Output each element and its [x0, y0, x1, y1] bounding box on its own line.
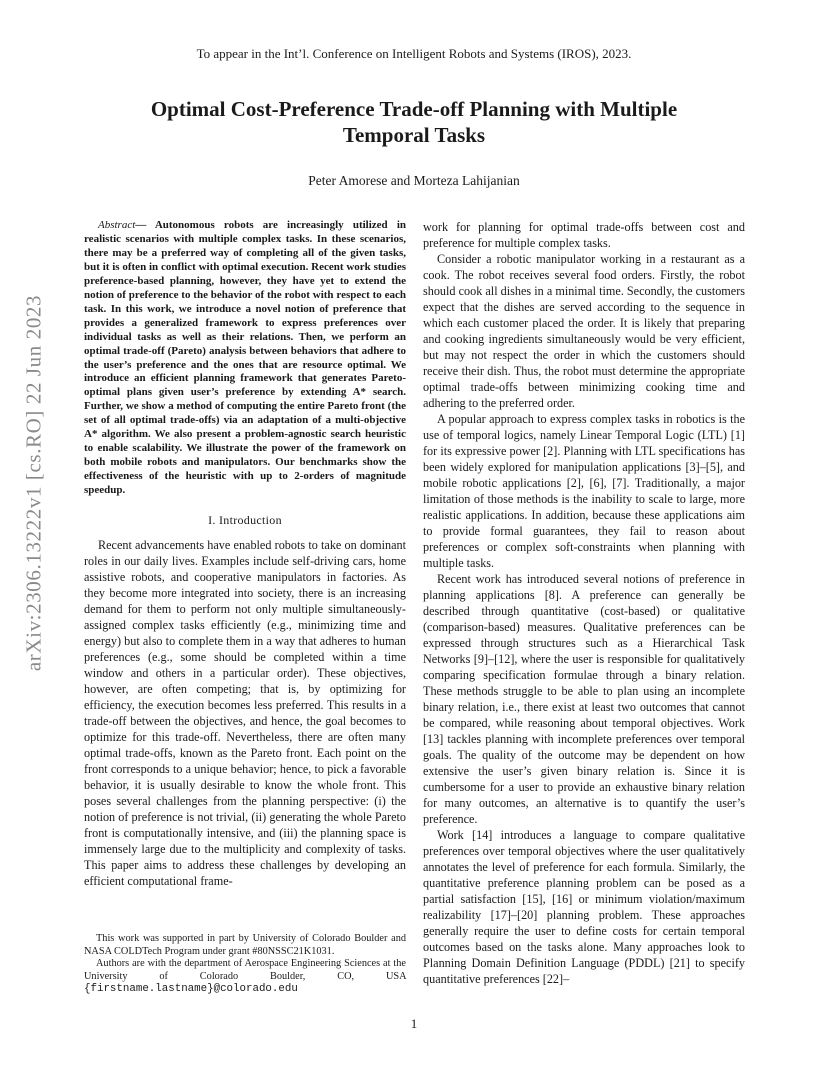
- paragraph-example: Consider a robotic manipulator working in a restaurant as a cook. The robot receives several food orders. Firstly, the robot should cook all dishes in a minimal time. Secondly, the customers expect that the dishes are served according to the sequence in which each customer placed the order. It is likely that preparing and cooking ingredients simultaneously would be very efficient, but may not respect the order in which the customers should receive their dish. Thus, the robot must determine the appropriate optimal trade-offs between minimizing cooking time and adhering to the preferred order.: [423, 252, 745, 410]
- section-heading: I. Introduction: [208, 513, 282, 528]
- arxiv-stamp: [20, 288, 48, 678]
- abstract-text: — Autonomous robots are increasingly utilized in realistic scenarios with multiple complex tasks. In these scenarios, there may be a preferred way of completing all of the given tasks, but it is often in conflict with optimal execution. Recent work studies preference-based planning, however, they have yet to extend the notion of preference to the behavior of the robot with respect to each task. In this work, we introduce a novel notion of preference that provides a generalized framework to express preferences over individual tasks as well as their relations. Then, we perform an optimal trade-off (Pareto) analysis between behaviors that adhere to the user’s preference and the ones that are resource optimal. We introduce an efficient planning framework that generates Pareto-optimal plans given user’s preference by extending A* search. Further, we show a method of computing the entire Pareto front (the set of all optimal trade-offs) via an adaptation of a multi-objective A* algorithm. We also present a problem-agnostic search heuristic to enable scalability. We illustrate the power of the framework on both mobile robots and manipulators. Our benchmarks show the effectiveness of the heuristic with up to 2-orders of magnitude speedup.: [84, 219, 406, 497]
- abstract: [84, 219, 406, 498]
- intro-paragraph: Recent advancements have enabled robots to take on dominant roles in our daily lives. Examples include self-driving cars, home assistive robots, and cooperative manipulators in factories. As they become more integrated into society, there is an increasing demand for them to perform not only multiple simultaneously-assigned complex tasks efficiently (e.g., minimizing time and energy) but also to complete them in a way that adheres to human preferences (e.g., some should be completed within a time window and others in a particular order). These objectives, however, are often competing; that is, by optimizing for efficiency, the execution becomes less preferred. This results in a trade-off between the objectives, and hence, the goal becomes to optimize for this trade-off. Nevertheless, there are often many optimal trade-offs, known as the Pareto front. Each point on the front corresponds to a unique behavior; hence, to pick a favorable behavior, it is usually desirable to know the whole front. This poses several challenges from the planning perspective: (i) the notion of preference is not trivial, (ii) generating the whole Pareto front is computationally intensive, and (iii) the planning space is immensely large due to the multiplicity and complexity of tasks. This paper aims to address these challenges by developing an efficient computational frame-: [84, 538, 406, 889]
- author-email: {firstname.lastname}@colorado.edu: [84, 983, 298, 996]
- author-list: Peter Amorese and Morteza Lahijanian: [308, 173, 520, 188]
- affiliation-footnote: [84, 958, 406, 996]
- left-column: [84, 219, 406, 889]
- arxiv-identifier: arXiv:2306.13222v1 [cs.RO] 22 Jun 2023: [21, 294, 46, 672]
- funding-footnote: This work was supported in part by University of Colorado Boulder and NASA COLDTech Program under grant #80NSSC21K1031.: [84, 933, 406, 957]
- affiliation-text: Authors are with the department of Aerospace Engineering Sciences at the University of Colorado Boulder, CO, USA: [84, 958, 406, 982]
- paper-title: Optimal Cost-Preference Trade-off Planning with Multiple Temporal Tasks: [150, 97, 678, 147]
- venue-header: To appear in the Int’l. Conference on Intelligent Robots and Systems (IROS), 2023.: [196, 46, 632, 61]
- paragraph-temporal-logic: A popular approach to express complex tasks in robotics is the use of temporal logics, namely Linear Temporal Logic (LTL) [1] for its expressive power [2]. Planning with LTL specifications has been widely explored for manipulation applications [3]–[5], and mobile robotic applications [2], [6], [7]. Traditionally, a major limitation of those methods is the inability to scale to large, more realistic applications. In addition, because these applications aim to provide formal guarantees, they fail to reason about preferences or complex soft-constraints when planning with multiple tasks.: [423, 412, 745, 570]
- abstract-lead: Abstract: [98, 219, 136, 231]
- right-column: [423, 219, 745, 987]
- paragraph-preference: Recent work has introduced several notions of preference in planning applications [8]. A preference can generally be described through quantitative (cost-based) or qualitative (comparison-based) measures. Qualitative preferences can be expressed through structures such as a Hierarchical Task Networks [9]–[12], where the user is responsible for qualitatively comparing specification formulae through a binary relation. These methods struggle to be able to plan using an incomplete binary relation, i.e., there exist at least two outcomes that cannot be compared, while reasoning about temporal objectives. Work [13] tackles planning with incomplete preferences over temporal goals. The quality of the outcome may be dependent on how extensive the user’s given binary relation is. Since it is cumbersome for a user to provide an exhaustive binary relation for many outcomes, an alternative is to quantify the user’s preference.: [423, 572, 745, 826]
- page-number: 1: [410, 1016, 418, 1031]
- footnotes: [84, 933, 406, 996]
- paragraph-continuation: work for planning for optimal trade-offs between cost and preference for multiple complex tasks.: [423, 220, 745, 250]
- paragraph-related-work: Work [14] introduces a language to compare qualitative preferences over temporal objectives where the user qualitatively annotates the level of preference for each formula. Similarly, the quantitative preference planning problem can be posed as a partial satisfaction [15], [16] or minimum violation/maximum realizability [17]–[20] planning problem. These approaches generally require the user to define costs for certain temporal outcomes based on the tasks alone. Many approaches look to Planning Domain Definition Language (PDDL) [21] to specify quantitative preferences [22]–: [423, 828, 745, 986]
